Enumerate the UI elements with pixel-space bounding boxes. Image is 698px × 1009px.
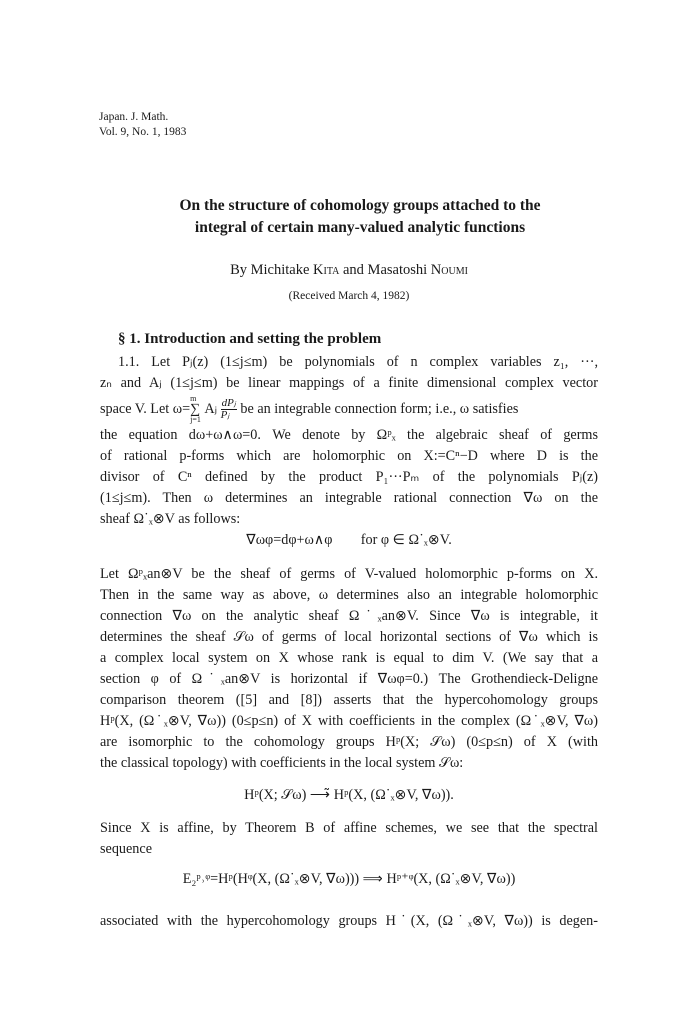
- paragraph-4: [100, 911, 598, 932]
- sum-lower-limit: j=1: [190, 415, 201, 425]
- author-conjunction: and Masatoshi: [339, 262, 431, 278]
- connection-matrix: Aⱼ: [204, 401, 218, 417]
- journal-name: Japan. J. Math.: [99, 111, 169, 123]
- connection-form-tail: be an integrable connection form; i.e., ω satisfies: [240, 401, 519, 417]
- paragraph-2-line-9: are isomorphic to the cohomology groups Hᵖ(X; 𝒮ω) (0≤p≤n) of X (with: [100, 734, 598, 750]
- paragraph-1-line-6: divisor of Cⁿ defined by the product P₁···Pₘ of the polynomials Pⱼ(z): [100, 469, 598, 485]
- author-2-surname: Noumi: [430, 262, 468, 278]
- paragraph-3: [100, 818, 598, 860]
- paragraph-1-line-1: 1.1. Let Pⱼ(z) (1≤j≤m) be polynomials of n complex variables z₁, ···,: [118, 354, 598, 370]
- equation-spectral-sequence: E₂ᵖ˒ᵠ=Hᵖ(Hᵠ(X, (Ω˙ₓ⊗V, ∇ω))) ⟹ Hᵖ⁺ᵠ(X, (Ω˙ₓ⊗V, ∇ω)): [182, 871, 516, 887]
- paragraph-1-line-8: sheaf Ω˙ₓ⊗V as follows:: [100, 511, 241, 527]
- author-line: [0, 262, 698, 279]
- journal-citation: [99, 110, 186, 140]
- equation-connection: ∇ωφ=dφ+ω∧φ for φ ∈ Ω˙ₓ⊗V.: [246, 532, 452, 548]
- paper-title-line-1: On the structure of cohomology groups attached to the: [179, 197, 541, 214]
- paragraph-2-line-2: Then in the same way as above, ω determines also an integrable holomorphic: [100, 587, 598, 603]
- paragraph-2-line-5: a complex local system on X whose rank is equal to dim V. (We say that a: [100, 650, 598, 666]
- paragraph-1-line-3: [100, 394, 598, 425]
- connection-form-lead: space V. Let ω=: [100, 401, 191, 417]
- paper-title-line-2: integral of certain many-valued analytic functions: [194, 219, 526, 236]
- fraction-denominator: Pⱼ: [220, 409, 230, 422]
- paragraph-2: [100, 564, 598, 774]
- paragraph-3-line-2: sequence: [100, 841, 152, 857]
- paragraph-3-line-1: Since X is affine, by Theorem B of affine schemes, we see that the spectral: [100, 820, 598, 836]
- author-prefix: By Michitake: [230, 262, 314, 278]
- paragraph-2-line-4: determines the sheaf 𝒮ω of germs of local horizontal sections of ∇ω which is: [100, 629, 598, 645]
- section-heading: § 1. Introduction and setting the problem: [118, 331, 382, 347]
- paragraph-2-line-6: section φ of Ω˙ₓan⊗V is horizontal if ∇ωφ=0.) The Grothendieck-Deligne: [100, 671, 598, 687]
- fraction-numerator: dPⱼ: [221, 397, 236, 410]
- equation-comparison-isomorphism: Hᵖ(X; 𝒮ω) ⟶̃ Hᵖ(X, (Ω˙ₓ⊗V, ∇ω)).: [244, 787, 454, 803]
- paragraph-1-line-5: of rational p-forms which are holomorphic on X:=Cⁿ−D where D is the: [100, 448, 598, 464]
- summation-symbol: m ∑ j=1: [190, 394, 201, 425]
- journal-volume: Vol. 9, No. 1, 1983: [99, 126, 187, 138]
- paragraph-2-line-10: the classical topology) with coefficients in the local system 𝒮ω:: [100, 755, 464, 771]
- paragraph-1-line-4: the equation dω+ω∧ω=0. We denote by Ωᵖₓ the algebraic sheaf of germs: [100, 427, 598, 443]
- paragraph-2-line-8: Hᵖ(X, (Ω˙ₓ⊗V, ∇ω)) (0≤p≤n) of X with coefficients in the complex (Ω˙ₓ⊗V, ∇ω): [100, 713, 598, 729]
- log-derivative-fraction: [221, 398, 237, 421]
- sum-upper-limit: m: [190, 394, 197, 404]
- paragraph-2-line-7: comparison theorem ([5] and [8]) asserts that the hypercohomology groups: [100, 692, 598, 708]
- author-1-surname: Kita: [313, 262, 340, 278]
- paragraph-1-line-2: zₙ and Aⱼ (1≤j≤m) be linear mappings of a finite dimensional complex vector: [100, 375, 598, 391]
- paragraph-4-line-1: associated with the hypercohomology groups H˙(X, (Ω˙ₓ⊗V, ∇ω)) is degen-: [100, 913, 598, 929]
- paragraph-2-line-3: connection ∇ω on the analytic sheaf Ω˙ₓan⊗V. Since ∇ω is integrable, it: [100, 608, 598, 624]
- paragraph-2-line-1: Let Ωᵖₓan⊗V be the sheaf of germs of V-valued holomorphic p-forms on X.: [100, 566, 598, 582]
- paragraph-1-line-7: (1≤j≤m). Then ω determines an integrable rational connection ∇ω on the: [100, 490, 598, 506]
- received-date: (Received March 4, 1982): [288, 290, 410, 302]
- paragraph-1: [100, 352, 598, 530]
